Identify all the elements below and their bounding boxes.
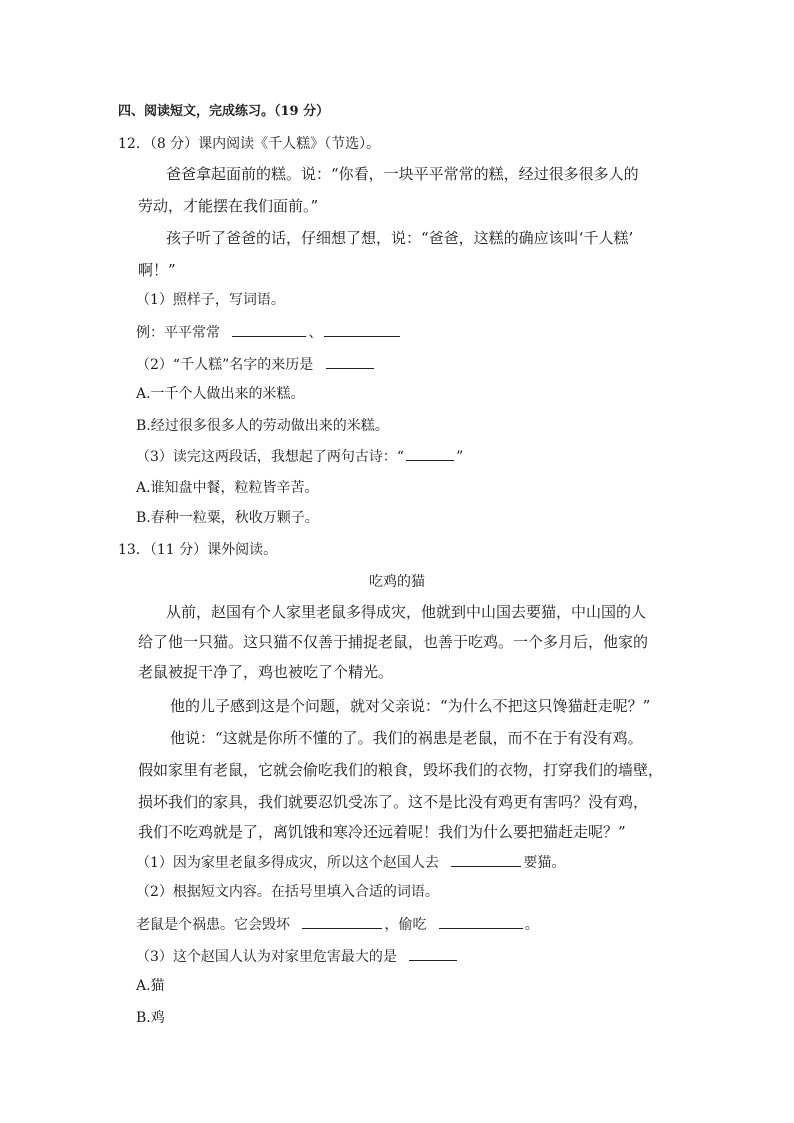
q13-sub1-suffix: 要猫。 [523, 855, 566, 871]
q13-sub2-blank-1[interactable] [302, 914, 382, 929]
q12-sub1: （1）照样子，写词语。 [136, 292, 285, 308]
q12-para1-line2: 劳动，才能摆在我们面前。” [138, 197, 319, 215]
q12-sub3-line [136, 446, 463, 467]
q13-sub3-blank[interactable] [409, 946, 457, 961]
q13-sub2-fill-mid: ，偷吃 [384, 917, 427, 933]
q12-sub2-option-b: B.经过很多很多人的劳动做出来的米糕。 [136, 418, 389, 434]
q13-header: 13．（11 分）课外阅读。 [118, 542, 278, 558]
q13-p3-line4: 我们不吃鸡就是了，离饥饿和寒冷还远着呢！我们为什么要把猫赶走呢？” [138, 823, 626, 841]
q12-example-prefix: 例：平平常常 [136, 325, 220, 341]
q13-sub1-prefix: （1）因为家里老鼠多得成灾，所以这个赵国人去 [136, 855, 439, 871]
q12-example-blank-2[interactable] [324, 322, 400, 337]
q13-sub1-line [136, 852, 565, 873]
q12-sub2-option-a: A.一千个人做出来的米糕。 [136, 386, 305, 402]
q13-story-title: 吃鸡的猫 [369, 574, 425, 590]
q12-example-line [136, 322, 402, 343]
q13-p3-line2: 假如家里有老鼠，它就会偷吃我们的粮食，毁坏我们的衣物，打穿我们的墙壁， [138, 761, 664, 779]
q13-sub3-option-a: A.猫 [136, 978, 165, 994]
q13-p1-line3: 老鼠被捉干净了，鸡也被吃了个精光。 [138, 663, 394, 681]
q12-para2-line2: 啊！” [138, 261, 176, 279]
q13-sub2-fill-prefix: 老鼠是个祸患。它会毁坏 [136, 917, 290, 933]
q13-sub3: （3）这个赵国人认为对家里危害最大的是 [136, 949, 397, 965]
q12-sub2: （2）“千人糕”名字的来历是 [136, 357, 314, 373]
q13-sub2-blank-2[interactable] [439, 914, 523, 929]
q12-para2-line1: 孩子听了爸爸的话，仔细想了想，说：“爸爸，这糕的确应该叫‘千人糕’ [166, 229, 634, 247]
q13-p1-line1: 从前，赵国有个人家里老鼠多得成灾，他就到中山国去要猫，中山国的人 [166, 603, 647, 621]
q13-p3-line1: 他说：“这就是你所不懂的了。我们的祸患是老鼠，而不在于有没有鸡。 [170, 729, 643, 747]
q12-example-blank-1[interactable] [232, 322, 306, 337]
q12-sub2-line [136, 354, 376, 375]
q13-sub3-option-b: B.鸡 [136, 1010, 165, 1026]
q13-sub2-fill-line [136, 914, 539, 935]
q13-sub3-line [136, 946, 459, 967]
q13-p3-line3: 损坏我们的家具，我们就要忍饥受冻了。这不是比没有鸡更有害吗？没有鸡， [138, 793, 649, 811]
q13-p2-line1: 他的儿子感到这是个问题，就对父亲说：“为什么不把这只馋猫赶走呢？” [170, 697, 651, 715]
q12-sub3-prefix: （3）读完这两段话，我想起了两句古诗：“ [136, 449, 405, 465]
q12-sub3-suffix: ” [456, 449, 464, 465]
q12-example-sep: 、 [308, 325, 323, 341]
q12-sub3-blank[interactable] [406, 446, 454, 461]
q12-sub3-option-a: A.谁知盘中餐，粒粒皆辛苦。 [136, 480, 319, 496]
q13-sub1-blank[interactable] [451, 852, 521, 867]
q12-sub2-blank[interactable] [326, 354, 374, 369]
q13-sub2: （2）根据短文内容。在括号里填入合适的词语。 [136, 884, 439, 900]
q12-sub3-option-b: B.春种一粒粟，秋收万颗子。 [136, 510, 319, 526]
section-heading: 四、阅读短文，完成练习。（19 分） [118, 104, 330, 119]
q12-para1-line1: 爸爸拿起面前的糕。说：“你看，一块平平常常的糕，经过很多很多人的 [166, 165, 639, 183]
q13-p1-line2: 给了他一只猫。这只猫不仅善于捕捉老鼠，也善于吃鸡。一个多月后，他家的 [138, 633, 649, 651]
q12-header: 12．（8 分）课内阅读《千人糕》（节选）。 [118, 136, 381, 152]
q13-sub2-fill-end: 。 [524, 917, 539, 933]
